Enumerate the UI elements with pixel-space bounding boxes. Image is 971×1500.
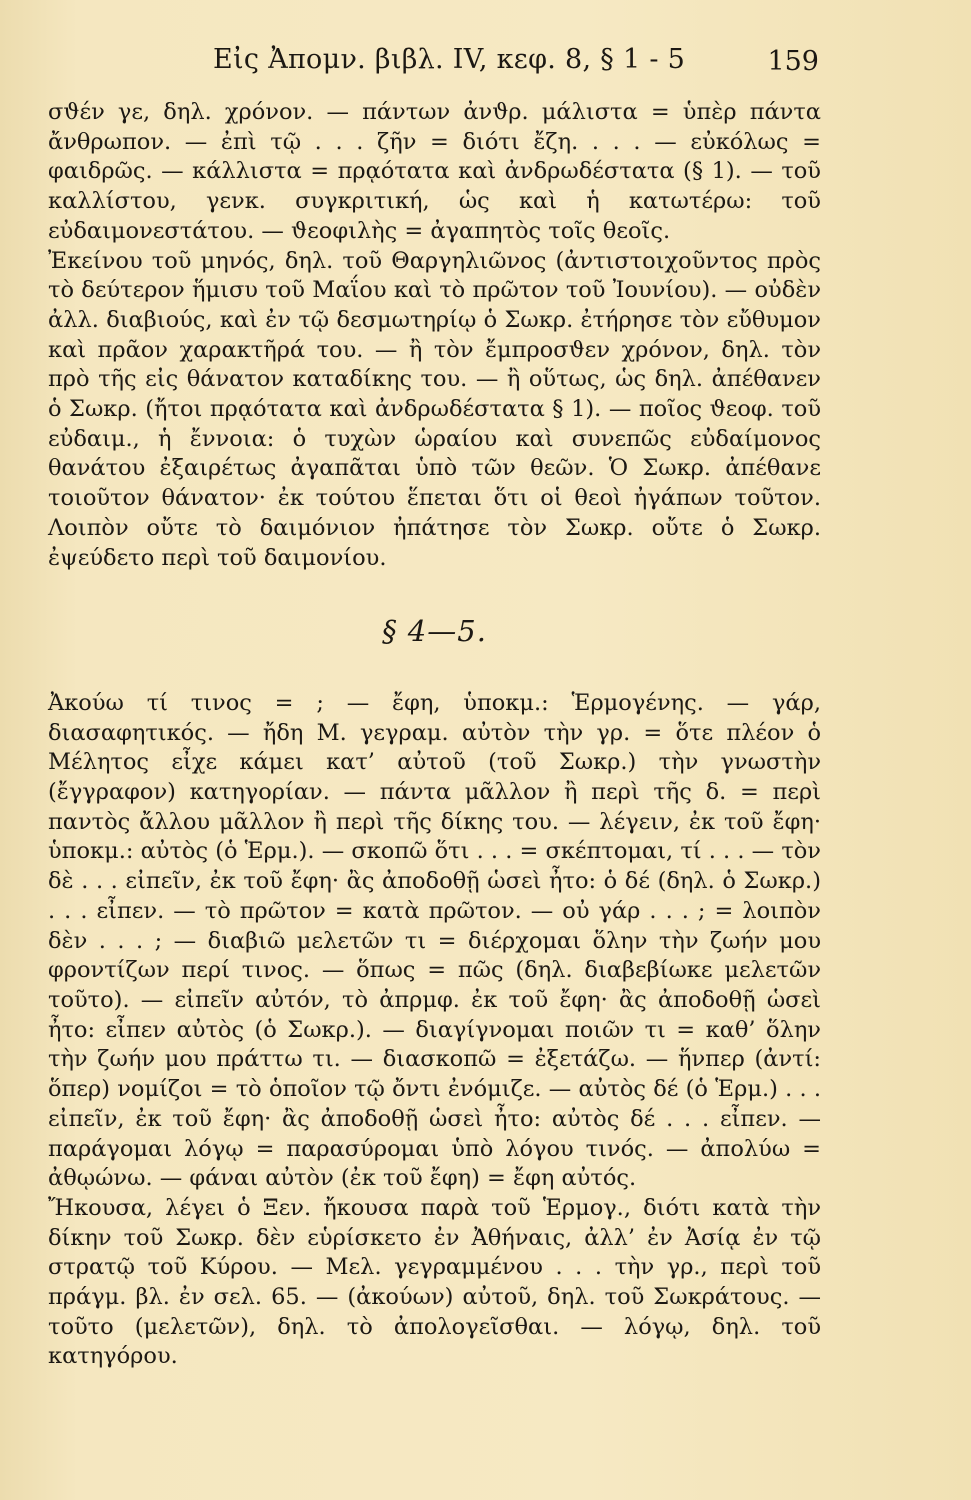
- page-header: [0, 44, 971, 88]
- commentary-paragraph-4: Ἤκουσα, λέγει ὁ Ξεν. ἤκουσα παρὰ τοῦ Ἑρμογ., διότι κατὰ τὴν δίκην τοῦ Σωκρ. δὲν εὑρίσκετο ἐν Ἀθήναις, ἀλλ’ ἐν Ἀσίᾳ ἐν τῷ στρατῷ τοῦ Κύρου. — Μελ. γεγραμμένου . . . τὴν γρ., περὶ τοῦ πράγμ. βλ. ἐν σελ. 65. — (ἀκούων) αὐτοῦ, δηλ. τοῦ Σωκράτους. — τοῦτο (μελετῶν), δηλ. τὸ ἀπολογεῖσθαι. — λόγῳ, δηλ. τοῦ κατηγόρου.: [48, 1194, 821, 1370]
- commentary-paragraph-2: Ἐκείνου τοῦ μηνός, δηλ. τοῦ Θαργηλιῶνος (ἀντιστοιχοῦντος πρὸς τὸ δεύτερον ἥμισυ τοῦ Μαΐου καὶ τὸ πρῶτον τοῦ Ἰουνίου). — οὐδὲν ἀλλ. διαβιούς, καὶ ἐν τῷ δεσμωτηρίῳ ὁ Σωκρ. ἐτήρησε τὸν εὔθυμον καὶ πρᾶον χαρακτῆρά του. — ἢ τὸν ἔμπροσϑεν χρόνον, δηλ. τὸν πρὸ τῆς εἰς θάνατον καταδίκης του. — ἢ οὕτως, ὡς δηλ. ἀπέθανεν ὁ Σωκρ. (ἤτοι πρᾳότατα καὶ ἀνδρωδέστατα § 1). — ποῖος ϑεοφ. τοῦ εὐδαιμ., ἡ ἔννοια: ὁ τυχὼν ὡραίου καὶ συνεπῶς εὐδαίμονος θανάτου ἐξαιρέτως ἀγαπᾶται ὑπὸ τῶν θεῶν. Ὁ Σωκρ. ἀπέθανε τοιοῦτον θάνατον· ἐκ τούτου ἕπεται ὅτι οἱ θεοὶ ἠγάπων τοῦτον. Λοιπὸν οὔτε τὸ δαιμόνιον ἠπάτησε τὸν Σωκρ. οὔτε ὁ Σωκρ. ἐψεύδετο περὶ τοῦ δαιμονίου.: [48, 247, 821, 571]
- page-number: 159: [767, 46, 819, 77]
- page-body: [48, 98, 821, 1372]
- commentary-paragraph-1: σϑέν γε, δηλ. χρόνον. — πάντων ἀνϑρ. μάλιστα = ὑπὲρ πάντα ἄνθρωπον. — ἐπὶ τῷ . . . ζῆν = διότι ἔζη. . . . — εὐκόλως = φαιδρῶς. — κάλλιστα = πρᾳότατα καὶ ἀνδρωδέστατα (§ 1). — τοῦ καλλίστου, γενκ. συγκριτική, ὡς καὶ ἡ κατωτέρω: τοῦ εὐδαιμονεστάτου. — ϑεοφιλὴς = ἀγαπητὸς τοῖς θεοῖς.: [48, 99, 821, 244]
- running-head: Εἰς Ἀπομν. βιβλ. IV, κεφ. 8, § 1 - 5: [213, 44, 686, 75]
- commentary-paragraph-3: Ἀκούω τί τινος = ; — ἔφη, ὑποκμ.: Ἑρμογένης. — γάρ, διασαφητικός. — ἤδη Μ. γεγραμ. αὐτὸν τὴν γρ. = ὅτε πλέον ὁ Μέλητος εἶχε κάμει κατ’ αὐτοῦ (τοῦ Σωκρ.) τὴν γνωστὴν (ἔγγραφον) κατηγορίαν. — πάντα μᾶλλον ἢ περὶ τῆς δ. = περὶ παντὸς ἄλλου μᾶλλον ἢ περὶ τῆς δίκης του. — λέγειν, ἐκ τοῦ ἔφη· ὑποκμ.: αὐτὸς (ὁ Ἑρμ.). — σκοπῶ ὅτι . . . = σκέπτομαι, τί . . . — τὸν δὲ . . . εἰπεῖν, ἐκ τοῦ ἔφη· ἂς ἀποδοθῇ ὡσεὶ ἦτο: ὁ δέ (δηλ. ὁ Σωκρ.) . . . εἶπεν. — τὸ πρῶτον = κατὰ πρῶτον. — οὐ γάρ . . . ; = λοιπὸν δὲν . . . ; — διαβιῶ μελετῶν τι = διέρχομαι ὅλην τὴν ζωήν μου φροντίζων περί τινος. — ὅπως = πῶς (δηλ. διαβεβίωκε μελετῶν τοῦτο). — εἰπεῖν αὐτόν, τὸ ἀπρμφ. ἐκ τοῦ ἔφη· ἂς ἀποδοθῇ ὡσεὶ ἦτο: εἶπεν αὐτὸς (ὁ Σωκρ.). — διαγίγνομαι ποιῶν τι = καθ’ ὅλην τὴν ζωήν μου πράττω τι. — διασκοπῶ = ἐξετάζω. — ἥνπερ (ἀντί: ὅπερ) νομίζοι = τὸ ὁποῖον τῷ ὄντι ἐνόμιζε. — αὐτὸς δέ (ὁ Ἑρμ.) . . . εἰπεῖν, ἐκ τοῦ ἔφη· ἂς ἀποδοθῇ ὡσεὶ ἦτο: αὐτὸς δέ . . . εἶπεν. — παράγομαι λόγῳ = παρασύρομαι ὑπὸ λόγου τινός. — ἀπολύω = ἀθῳώνω. — φάναι αὐτὸν (ἐκ τοῦ ἔφη) = ἔφη αὐτός.: [48, 689, 821, 1192]
- section-heading: § 4—5.: [382, 614, 487, 649]
